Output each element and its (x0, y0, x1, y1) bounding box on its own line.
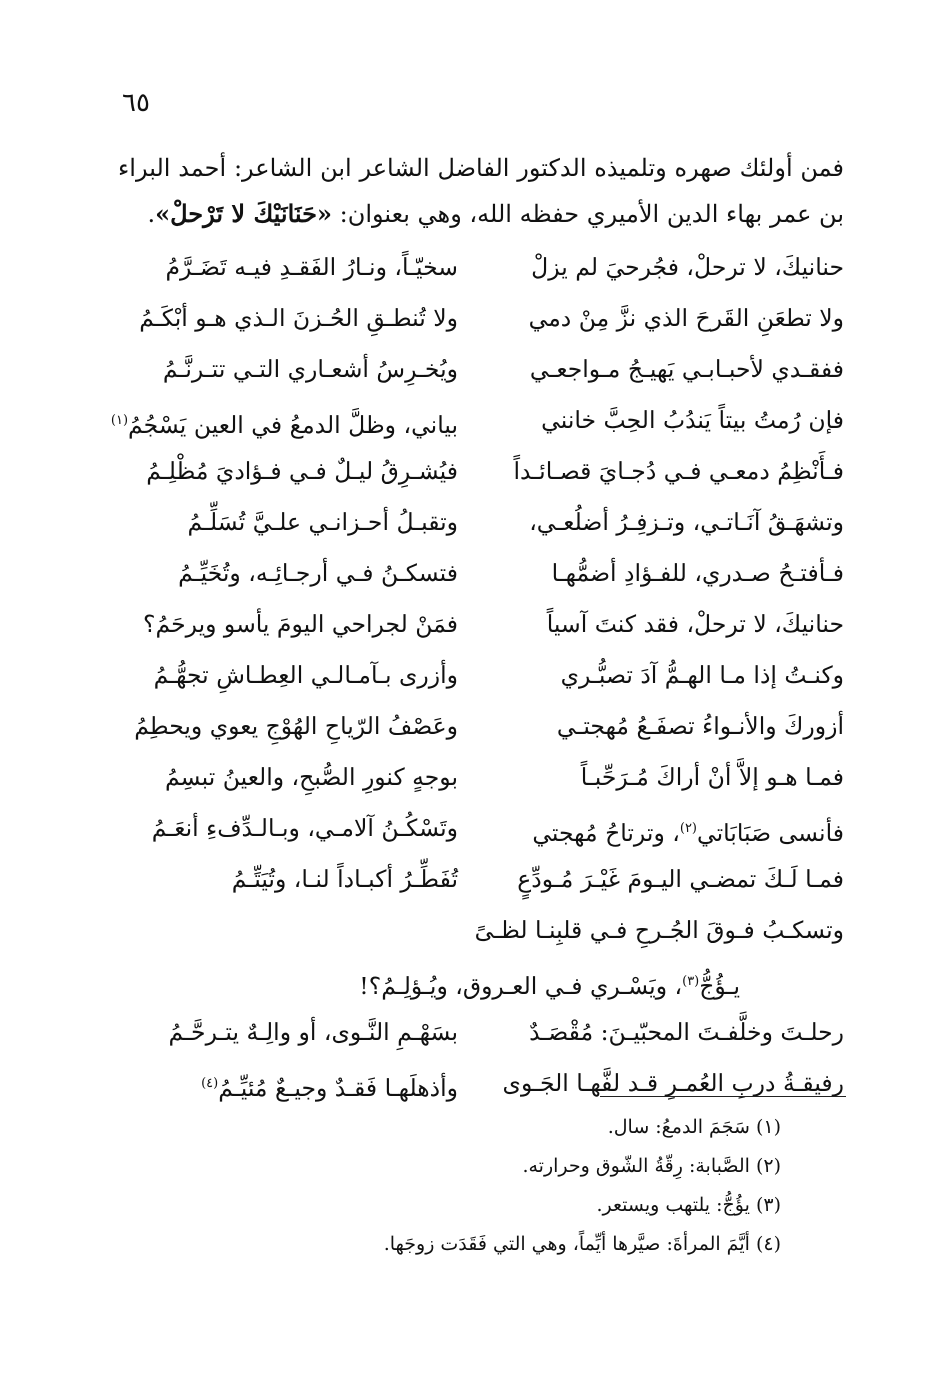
verse-second-hemistich: تُفَطِّـرُ أكبـاداً لنـا، وتُيَتِّـمُ (231, 865, 458, 893)
verse-first-hemistich: حنانيكَ، لا ترحلْ، فجُرحيَ لم يزلْ (531, 253, 844, 281)
hemistich-text: وأذهلَهـا فَقـدٌ وجيـعٌ مُئيِّـمُ (218, 1073, 458, 1102)
verse-first-hemistich (506, 803, 844, 859)
verse (118, 701, 844, 752)
footnote (141, 1225, 781, 1264)
page-number: ٦٥ (122, 88, 150, 118)
verse (118, 1007, 844, 1058)
footnote-ref: (٣) (682, 974, 700, 989)
verse (118, 752, 844, 803)
verse-first-hemistich: وكنـتُ إذا مـا الهـمُّ آدَ تصبُّـري (560, 661, 844, 689)
hemistich-text: فأنسى صَبَابَاتي (697, 818, 844, 847)
verse-second-hemistich: فيُشـرِقُ ليـلٌ فـي فـؤاديَ مُظْلِـمُ (146, 457, 458, 485)
footnote-ref: (٢) (679, 821, 697, 836)
verse-second-hemistich: وعَصْفُ الرّياحِ الهُوْجِ يعوي ويحطِمُ (134, 712, 458, 740)
footnote-number: (٤) (755, 1233, 781, 1255)
hemistich-text-end: ، وترتاحُ مُهجتي (532, 818, 680, 847)
footnote-ref: (١) (110, 413, 129, 428)
verse (118, 548, 844, 599)
footnote-number: (١) (755, 1116, 781, 1138)
poem (110, 242, 844, 1109)
verse-first-hemistich: وتشهَـقُ آنَـاتـي، وتـزفِـرُ أضلُعـي، (529, 508, 844, 536)
verse-second-hemistich: فتسكـنُ فـي أرجـائِـه، وتُخَيِّـمُ (178, 559, 458, 587)
verse (118, 497, 844, 548)
footnote-number: (٣) (755, 1194, 781, 1216)
long-verse-text (359, 956, 740, 1012)
verse-first-hemistich: فـأَنْظِمُ دمعـي فـي دُجـايَ قصـائـداً (513, 457, 844, 485)
hemistich-text: يـؤُجُّ (699, 971, 740, 1000)
footnote-text: أيَّمَ المرأةَ: صيَّرها أيِّماً، وهي التي فَقَدَت زوجَها. (383, 1233, 750, 1255)
hemistich-text: بياني، وظلَّ الدمعُ في العين يَسْجُمُ (128, 410, 458, 439)
verse-first-hemistich: رحلـتَ وخلَّفـتَ المحبّيـنَ: مُقْصَـدٌ (529, 1018, 844, 1046)
verse (118, 1058, 844, 1109)
footnote (141, 1186, 781, 1225)
verse-first-hemistich: ففقـدي لأحبـابـي يَهيـجُ مـواجعـي (529, 355, 844, 383)
verse-second-hemistich: بوجهٍ كنورِ الصُّبحِ، والعينُ تبسِمُ (165, 763, 458, 791)
footnote (141, 1147, 781, 1186)
verse-first-hemistich: رفيقـةُ دربِ العُمـرِ قـد لفَّهـا الجَـوى (502, 1069, 844, 1097)
verse-second-hemistich: وتقبـلُ أحـزانـي علـيَّ تُسَلِّـمُ (187, 508, 458, 536)
verse (118, 599, 844, 650)
verse-second-hemistich (118, 1058, 458, 1114)
verse-first-hemistich: فإن رُمتُ بيتاً يَندُبُ الحِبَّ خانني (541, 406, 844, 434)
verse-first-hemistich: أزوركَ والأنـواءُ تصفَـعُ مُهجتـي (556, 712, 844, 740)
verse (118, 446, 844, 497)
verse (118, 650, 844, 701)
poem-title: «حَنَانَيْكَ لا تَرْحلْ» (155, 199, 332, 228)
verse (118, 344, 844, 395)
verse (118, 803, 844, 854)
verse-first-hemistich: حنانيكَ، لا ترحلْ، فقد كنتَ آسياً (546, 610, 844, 638)
intro-text: فمن أولئك صهره وتلميذه الدكتور الفاضل الشاعر ابن الشاعر: أحمد البراء بن عمر بهاء الدين الأميري حفظه الله، وهي بعنوان: (118, 154, 844, 228)
footnote-separator (600, 1096, 846, 1097)
footnote (141, 1108, 781, 1147)
verse-first-hemistich: فمـا هـو إلاَّ أنْ أراكَ مُـرَحِّبـاً (580, 763, 844, 791)
verse-first-hemistich: ولا تطعَنِ القَرحَ الذي نزَّ مِنْ دمي (528, 304, 844, 332)
intro-end: . (147, 200, 156, 228)
verse (118, 854, 844, 905)
verse-second-hemistich: ولا تُنطـقِ الحُـزنَ الـذي هـو أبْكَـمُ (139, 304, 458, 332)
footnote-text: سَجَمَ الدمعُ: سال. (607, 1116, 750, 1138)
verse-second-hemistich: وأزرى بـآمـالـي العِطـاشِ تجهُّـمُ (153, 661, 458, 689)
hemistich-text-end: ، ويَسْـري فـي العـروق، ويُـؤلِـمُ؟! (359, 971, 683, 1000)
verse-second-hemistich: فمَنْ لجراحي اليومَ يأسو ويرحَمُ؟ (142, 610, 458, 638)
verse-second-hemistich: بسَهْـمِ النَّـوى، أو والِـهٌ يتـرحَّـمُ (168, 1018, 458, 1046)
verse-second-hemistich: وتَسْكُـنُ آلامـي، وبـالـدِّفءِ أنعَـمُ (151, 814, 458, 842)
verse (118, 242, 844, 293)
verse (118, 293, 844, 344)
verse-second-hemistich: سخيّـاً، ونـارُ الفَقـدِ فيـه تَضَـرَّمُ (165, 253, 458, 281)
long-verse-line (118, 956, 844, 1007)
long-verse-line (118, 905, 844, 956)
footnote-number: (٢) (755, 1155, 781, 1177)
long-verse-text: وتسكـبُ فـوقَ الجُـرحِ فـي قلبِنـا لظـىً (474, 916, 844, 944)
verse-first-hemistich: فـأفتـحُ صـدري، للفـؤادِ أضمُّهـا (551, 559, 844, 587)
footnote-text: يؤُجُّ: يلتهب ويستعر. (596, 1194, 750, 1216)
footnote-ref: (٤) (201, 1076, 219, 1091)
verse-first-hemistich: فمـا لَـكَ تمضـي اليـومَ غَيْـرَ مُـودِّعٍ (517, 865, 844, 893)
verse-second-hemistich: ويُخـرِسُ أشعـاري التـي تتـرنَّـمُ (162, 355, 458, 383)
verse (110, 395, 844, 446)
footnote-text: الصَّبابة: رِقّةُ الشّوق وحرارته. (522, 1155, 750, 1177)
intro-paragraph (118, 146, 844, 237)
verse-second-hemistich (110, 395, 458, 451)
footnotes (141, 1108, 781, 1264)
